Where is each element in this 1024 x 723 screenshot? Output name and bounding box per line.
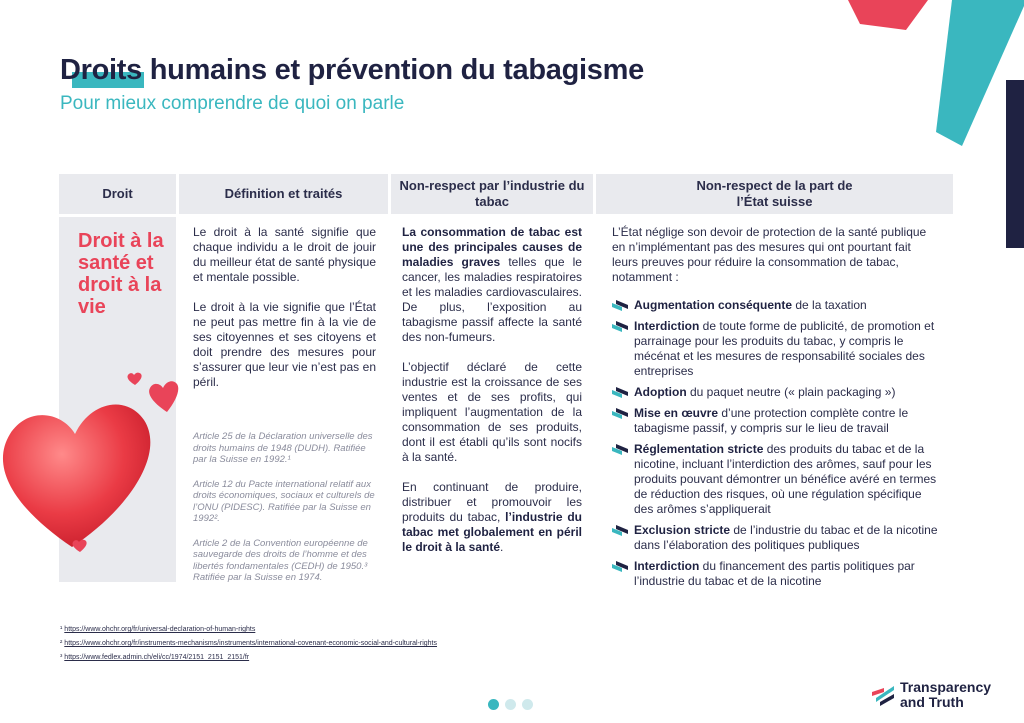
page-dot-3[interactable]: [522, 699, 533, 710]
arrow-bullet-icon: [612, 442, 634, 457]
industrie-p3: [402, 480, 582, 555]
page-dot-2[interactable]: [505, 699, 516, 710]
definition-text: [193, 225, 376, 405]
industrie-p3-end: .: [500, 540, 504, 554]
footnote-1: [60, 626, 255, 633]
header-droit: Droit: [59, 174, 176, 214]
footnote-2-num: ²: [60, 640, 63, 647]
header-etat: Non-respect de la part de l’État suisse: [596, 174, 953, 214]
etat-measure-item: [612, 523, 942, 553]
header-industrie: Non-respect par l’industrie du tabac: [391, 174, 593, 214]
logo-line-1: Transparency: [900, 679, 992, 695]
treaty-ref-3: Article 2 de la Convention européenne de sauvegarde des droits de l’homme et des libertés fondamentales (CEDH) de 1950.³ Ratifiée par la Suisse en 1974.: [193, 537, 368, 583]
definition-p2: Le droit à la vie signifie que l’État ne peut pas mettre fin à la vie de ses citoyennes et ses citoyens et doit prendre des mesures pour s’assurer que leur vie n’est pas en péril.: [193, 300, 376, 389]
etat-measure-rest: de la taxation: [792, 298, 867, 312]
etat-measure-text: [634, 406, 942, 436]
footnote-2-link[interactable]: https://www.ohchr.org/fr/instruments-mechanisms/instruments/international-covenant-economic-social-and-cultural-rights: [64, 640, 438, 647]
page-dot-1[interactable]: [488, 699, 499, 710]
definition-p1: Le droit à la santé signifie que chaque individu a le droit de jouir du meilleur état de santé physique et mentale possible.: [193, 225, 376, 284]
arrow-bullet-icon: [612, 385, 634, 400]
etat-measure-bold: Adoption: [634, 385, 687, 399]
industrie-p1-rest: telles que le cancer, les maladies respiratoires et les maladies cardiovasculaires. De plus, l’exposition au tabagisme passif affecte la santé des non-fumeurs.: [402, 255, 582, 344]
page-subtitle: Pour mieux comprendre de quoi on parle: [60, 93, 405, 114]
footnote-3-num: ³: [60, 654, 63, 661]
treaty-ref-1: Article 25 de la Déclaration universelle des droits humains de 1948 (DUDH). Ratifiée par la Suisse en 1992.¹: [193, 431, 373, 465]
etat-measure-bold: Interdiction: [634, 319, 700, 333]
industrie-p3-start: En continuant de produire, distribuer et promouvoir les produits du tabac,: [402, 480, 582, 524]
etat-measure-item: [612, 406, 942, 436]
etat-measure-rest: de l’industrie du tabac et de la nicotine dans l’élaboration des politiques publiques: [634, 523, 938, 552]
logo-icon: [872, 684, 894, 706]
etat-measure-text: [634, 298, 867, 313]
etat-measure-bold: Exclusion stricte: [634, 523, 731, 537]
treaty-references: [193, 431, 379, 597]
etat-measure-rest: d’une protection complète contre le tabagisme passif, y compris sur le lieu de travail: [634, 406, 909, 435]
etat-measure-text: [634, 319, 942, 379]
corner-decoration: [840, 0, 1024, 150]
arrow-bullet-icon: [612, 298, 634, 313]
transparency-truth-logo: [872, 680, 991, 710]
industrie-text: [402, 225, 582, 570]
etat-measure-text: [634, 442, 942, 517]
logo-line-2: and Truth: [900, 694, 964, 710]
etat-measure-rest: des produits du tabac et de la nicotine, incluant l’interdiction des arômes, sauf pour les produits pouvant démontrer un bénéfice avéré en termes de réduction des risques, où une régulation spécifique des arômes s’appliquerait: [634, 442, 937, 516]
industrie-p1-bold: La consommation de tabac est une des principales causes de maladies graves: [402, 225, 582, 269]
etat-measure-item: [612, 319, 942, 379]
industrie-p3-bold: l’industrie du tabac met globalement en péril le droit à la santé: [402, 510, 582, 554]
etat-measure-item: [612, 298, 942, 313]
footnote-2: [60, 640, 437, 647]
etat-measure-bold: Réglementation stricte: [634, 442, 764, 456]
etat-measure-bold: Augmentation conséquente: [634, 298, 793, 312]
droit-label: Droit à la santé et droit à la vie: [78, 230, 164, 318]
footnote-1-link[interactable]: https://www.ohchr.org/fr/universal-declaration-of-human-rights: [64, 626, 256, 633]
etat-measure-bold: Mise en œuvre: [634, 406, 719, 420]
footnote-1-num: ¹: [60, 626, 63, 633]
page-title: Droits humains et prévention du tabagisme: [60, 54, 644, 86]
industrie-p2: L’objectif déclaré de cette industrie est la croissance de ses ventes et de ses profits, qui impliquent l’augmentation de la consommation de ses produits, dont il est établi qu’ils sont nocifs à la santé.: [402, 360, 582, 464]
arrow-bullet-icon: [612, 559, 634, 574]
etat-measure-rest: du paquet neutre (« plain packaging »): [686, 385, 896, 399]
pagination-dots: [488, 699, 533, 710]
etat-measure-text: [634, 523, 942, 553]
etat-measure-item: [612, 385, 942, 400]
footnote-3-link[interactable]: https://www.fedlex.admin.ch/eli/cc/1974/2151_2151_2151/fr: [64, 654, 250, 661]
arrow-bullet-icon: [612, 319, 634, 334]
arrow-bullet-icon: [612, 523, 634, 538]
etat-intro: L’État néglige son devoir de protection de la santé publique en n’implémentant pas des mesures qui ont pourtant fait leurs preuves pour réduire la consommation de tabac, notamment :: [612, 225, 927, 284]
etat-measure-rest: du financement des partis politiques par l’industrie du tabac et de la nicotine: [634, 559, 915, 588]
etat-measure-text: [634, 385, 895, 400]
etat-measure-text: [634, 559, 942, 589]
treaty-ref-2: Article 12 du Pacte international relatif aux droits économiques, sociaux et culturels de l’ONU (PIDESC). Ratifiée par la Suisse en 1992².: [193, 478, 375, 524]
etat-measure-item: [612, 442, 942, 517]
side-bar-accent: [1006, 80, 1024, 248]
arrow-bullet-icon: [612, 406, 634, 421]
header-definition: Définition et traités: [179, 174, 388, 214]
etat-measure-item: [612, 559, 942, 589]
etat-measure-rest: de toute forme de publicité, de promotion et parrainage pour les produits du tabac, y compris le mécénat et les mesures de responsabilité sociales des entreprises: [634, 319, 935, 378]
industrie-p1: [402, 225, 582, 345]
etat-measures-list: [612, 298, 942, 595]
hearts-illustration: [0, 372, 190, 557]
etat-measure-bold: Interdiction: [634, 559, 700, 573]
footnote-3: [60, 654, 249, 661]
